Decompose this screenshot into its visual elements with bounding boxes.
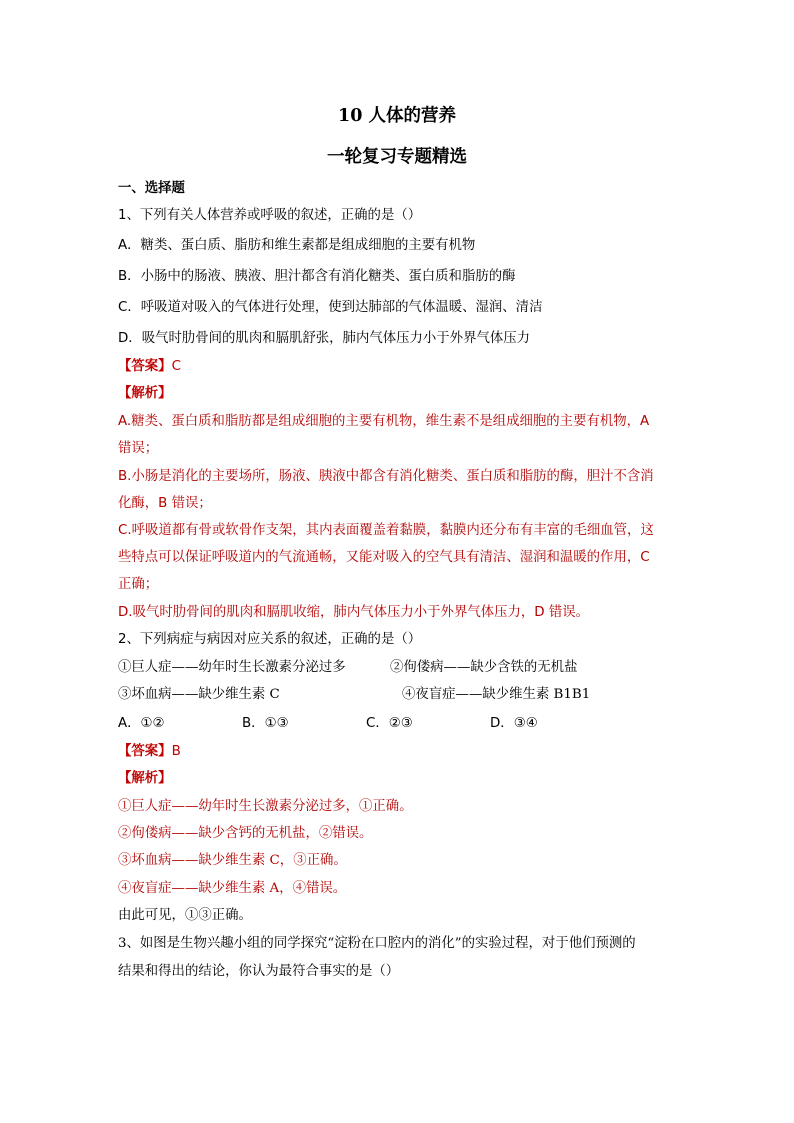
section-heading: 一、选择题	[118, 181, 185, 196]
q1-answer	[118, 358, 181, 376]
q2-pairs-row-1	[118, 659, 678, 677]
q2-answer	[118, 743, 181, 761]
q3-stem-line: 结果和得出的结论，你认为最符合事实的是（）	[118, 964, 400, 979]
q2-pair-4: ④夜盲症——缺少维生素 B1B1	[402, 687, 591, 702]
document-subtitle: 一轮复习专题精选	[327, 147, 467, 167]
q1-option-b: B．小肠中的肠液、胰液、胆汁都含有消化糖类、蛋白质和脂肪的酶	[118, 269, 516, 284]
q1-analysis-line: A.糖类、蛋白质和脂肪都是组成细胞的主要有机物，维生素不是组成细胞的主要有机物，A	[118, 414, 650, 429]
q2-option-c: C．②③	[366, 716, 413, 731]
document-title: 10 人体的营养	[338, 106, 456, 126]
q2-option-d: D．③④	[490, 716, 538, 731]
q1-analysis-line: 错误；	[118, 441, 159, 456]
q1-analysis-line: B.小肠是消化的主要场所，肠液、胰液中都含有消化糖类、蛋白质和脂肪的酶，胆汁不含消	[118, 469, 654, 484]
q2-analysis-label: 【解析】	[118, 771, 172, 786]
q1-answer-label: 【答案】	[118, 359, 172, 374]
q2-conclusion: 由此可见，①③正确。	[118, 908, 252, 923]
q2-options-row	[118, 715, 678, 733]
q2-analysis-line: ②佝偻病——缺少含钙的无机盐，②错误。	[118, 826, 373, 841]
q2-pair-3: ③坏血病——缺少维生素 C	[118, 687, 280, 702]
q1-analysis-line: 化酶，B 错误；	[118, 496, 212, 511]
q1-option-c: C．呼吸道对吸入的气体进行处理，使到达肺部的气体温暖、湿润、清洁	[118, 300, 543, 315]
q2-analysis-line: ④夜盲症——缺少维生素 A，④错误。	[118, 881, 347, 896]
q2-option-a: A．①②	[118, 716, 165, 731]
q2-analysis-line: ①巨人症——幼年时生长激素分泌过多，①正确。	[118, 799, 413, 814]
q1-analysis-line: 些特点可以保证呼吸道内的气流通畅，又能对吸入的空气具有清洁、湿润和温暖的作用，C	[118, 550, 650, 565]
q1-analysis-line: 正确；	[118, 577, 159, 592]
q2-option-b: B．①③	[242, 716, 289, 731]
q1-stem: 1、下列有关人体营养或呼吸的叙述，正确的是（）	[118, 208, 422, 223]
q1-option-d: D．吸气时肋骨间的肌肉和膈肌舒张，肺内气体压力小于外界气体压力	[118, 331, 531, 346]
q2-pairs-row-2	[118, 686, 678, 704]
q1-option-a: A．糖类、蛋白质、脂肪和维生素都是组成细胞的主要有机物	[118, 238, 476, 253]
q1-analysis-line: D.吸气时肋骨间的肌肉和膈肌收缩，肺内气体压力小于外界气体压力，D 错误。	[118, 605, 590, 620]
q2-pair-2: ②佝偻病——缺少含铁的无机盐	[390, 660, 578, 675]
q3-stem-line: 3、如图是生物兴趣小组的同学探究“淀粉在口腔内的消化”的实验过程，对于他们预测的	[118, 936, 636, 951]
q2-stem: 2、下列病症与病因对应关系的叙述，正确的是（）	[118, 632, 422, 647]
q2-analysis-line: ③坏血病——缺少维生素 C，③正确。	[118, 853, 347, 868]
q1-analysis-line: C.呼吸道都有骨或软骨作支架，其内表面覆盖着黏膜，黏膜内还分布有丰富的毛细血管，这	[118, 523, 654, 538]
q2-answer-value: B	[171, 744, 181, 759]
q1-analysis-label: 【解析】	[118, 386, 172, 401]
q2-answer-label: 【答案】	[118, 744, 172, 759]
q2-pair-1: ①巨人症——幼年时生长激素分泌过多	[118, 660, 346, 675]
q1-answer-value: C	[171, 359, 181, 374]
